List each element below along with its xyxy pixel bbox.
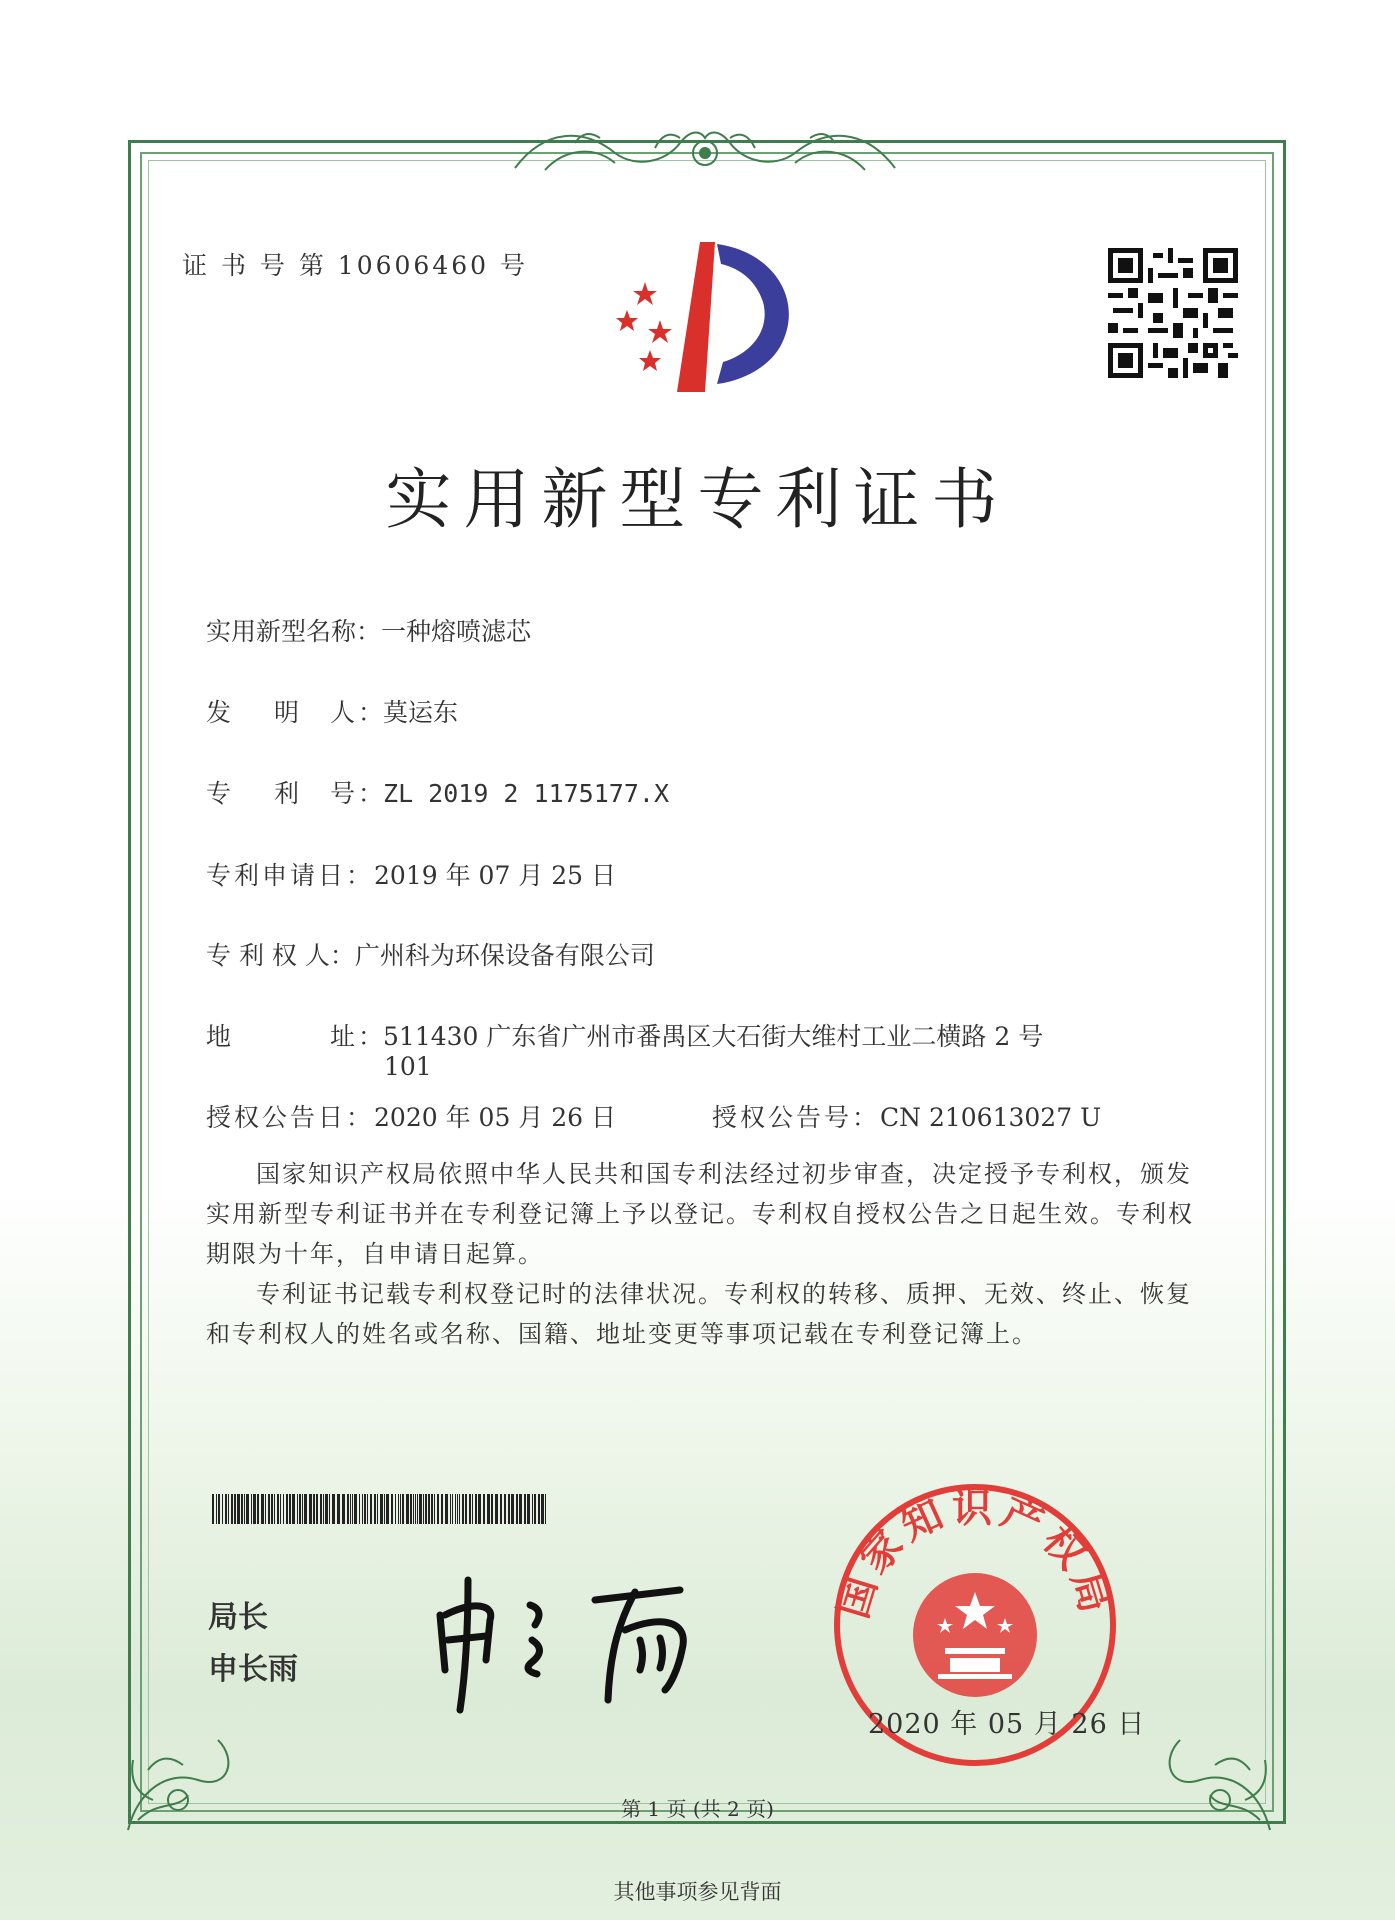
director-signature [420,1560,720,1720]
field-label-char: 地 [206,1022,232,1051]
field-label: 实用新型名称： [206,617,382,646]
field-label-colon: ： [358,698,384,727]
field-label-char: 人 [330,698,356,727]
field-patentee [206,936,655,972]
body-paragraph: 专利证书记载专利权登记时的法律状况。专利权的转移、质押、无效、终止、恢复和专利权人的姓名或名称、国籍、地址变更等事项记载在专利登记簿上。 [206,1280,1192,1348]
director-name: 申长雨 [208,1652,298,1687]
page-number: 第 1 页 (共 2 页) [621,1797,774,1821]
body-paragraph: 国家知识产权局依照中华人民共和国专利法经过初步审查，决定授予专利权，颁发实用新型专利证书并在专利登记簿上予以登记。专利权自授权公告之日起生效。专利权期限为十年，自申请日起算。 [206,1160,1194,1268]
top-ornament-icon [505,108,905,188]
field-patent-number [206,774,669,810]
seal-ring-text: 国家知识产权局 [830,1485,1120,1624]
barcode-icon [212,1494,548,1524]
back-note: 其他事项参见背面 [613,1880,782,1904]
field-value: ZL 2019 2 1175177.X [383,779,669,808]
qr-code-icon [1108,248,1238,378]
patent-office-logo-icon [605,232,815,402]
field-inventor [206,693,458,729]
field-label-char: 利 [274,779,300,808]
field-value: 2020 年 05 月 26 日 [374,1103,616,1132]
certificate-title: 实用新型专利证书 [385,461,1010,538]
director-title: 局长 [208,1600,268,1635]
national-emblem-icon [913,1573,1037,1697]
field-label-colon: ： [358,1022,384,1051]
field-address [206,1017,1043,1053]
certificate-number: 证 书 号 第 10606460 号 [182,251,528,280]
field-label-char: 发 [206,698,232,727]
field-value: 511430 广东省广州市番禺区大石街大维村工业二横路 2 号 [383,1022,1044,1051]
field-label: 授权公告日： [206,1103,375,1132]
field-label-char: 明 [274,698,300,727]
field-address-line2: 101 [384,1052,432,1081]
field-label-char: 号 [330,779,356,808]
field-value: 一种熔喷滤芯 [381,617,532,646]
field-value: 莫运东 [383,698,459,727]
field-value: CN 210613027 U [880,1103,1102,1132]
field-label-char: 专 [206,779,232,808]
field-label: 专 利 权 人： [206,941,355,970]
field-label: 授权公告号： [712,1103,881,1132]
field-filing-date [206,856,616,892]
field-value: 2019 年 07 月 25 日 [374,861,616,890]
field-grant-number [712,1098,1101,1134]
field-label-char: 址 [330,1022,356,1051]
seal-date: 2020 年 05 月 26 日 [868,1709,1146,1740]
field-label: 专利申请日： [206,861,375,890]
field-label-colon: ： [358,779,384,808]
field-utility-model-name [206,612,531,648]
field-value: 广州科为环保设备有限公司 [354,941,655,970]
field-grant-date [206,1098,616,1134]
